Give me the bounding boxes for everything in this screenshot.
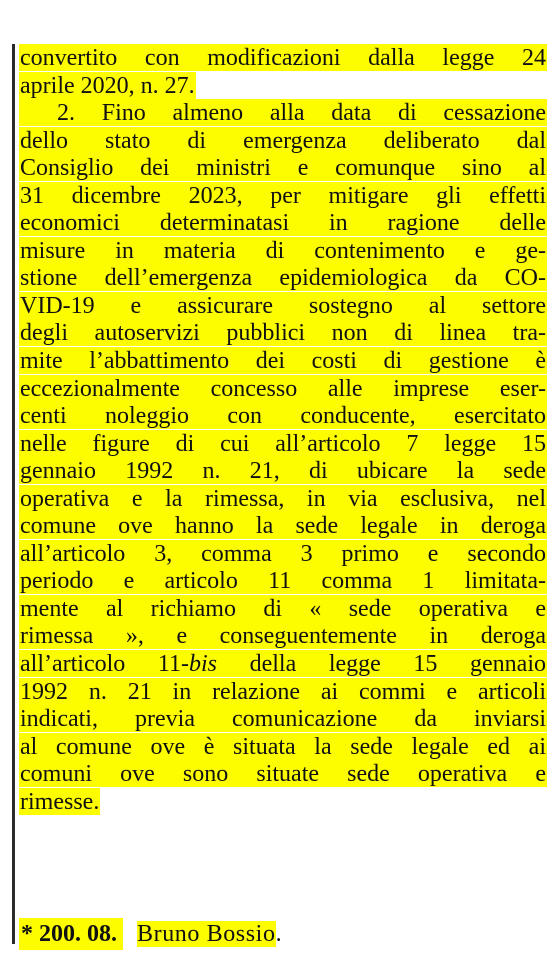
text-line — [19, 209, 549, 237]
highlighted-text — [19, 650, 547, 677]
highlighted-text: comune ove hanno la sede legale in deroga — [20, 513, 546, 540]
highlighted-text: convertito con modificazioni dalla legge 24 — [20, 45, 546, 71]
amendment-footer — [19, 918, 282, 950]
margin-rule — [12, 44, 15, 944]
highlighted-text: 31 dicembre 2023, per mitigare gli effetti — [20, 182, 546, 209]
highlighted-text: Consiglio dei ministri e comunque sino al — [20, 155, 546, 182]
highlighted-text: gennaio 1992 n. 21, di ubicare la sede — [20, 458, 546, 485]
highlighted-text: operativa e la rimessa, in via esclusiva, nel — [20, 485, 546, 512]
highlighted-text: eccezionalmente concesso alle imprese eser- — [20, 375, 546, 402]
highlighted-text: all’articolo 3, comma 3 primo e secondo — [20, 540, 546, 567]
highlighted-text: indicati, previa comunicazione da inviarsi — [20, 706, 546, 733]
text-line — [19, 44, 549, 72]
text-line — [19, 72, 549, 100]
text-line — [19, 595, 549, 623]
text-line — [19, 127, 549, 155]
italic-text: bis — [188, 651, 217, 678]
highlighted-text: aprile 2020, n. 27. — [20, 72, 195, 99]
text-line — [19, 264, 549, 292]
text-line — [19, 678, 549, 706]
text-line — [19, 760, 549, 788]
text-line — [19, 733, 549, 761]
highlighted-text: comuni ove sono situate sede operativa e — [20, 761, 546, 788]
highlighted-text: economici determinatasi in ragione delle — [20, 210, 546, 237]
highlighted-text: stione dell’emergenza epidemiologica da CO- — [20, 265, 546, 292]
author-trailing-period: . — [275, 921, 283, 947]
highlighted-text: misure in materia di contenimento e ge- — [20, 237, 546, 264]
highlighted-text: 1992 n. 21 in relazione ai commi e articoli — [20, 678, 546, 705]
text-line — [19, 485, 549, 513]
text-line — [19, 567, 549, 595]
text-line — [19, 182, 549, 210]
highlighted-text: 2. Fino almeno alla data di cessazione — [19, 99, 547, 126]
text-line — [19, 650, 549, 678]
highlighted-text: mente al richiamo di « sede operativa e — [20, 595, 546, 622]
text-segment: all’articolo 11- — [20, 651, 189, 678]
text-line — [19, 319, 549, 347]
text-line — [19, 154, 549, 182]
text-body — [19, 44, 549, 815]
highlighted-text: centi noleggio con conducente, esercitato — [20, 403, 546, 430]
author-name: Bruno Bossio — [137, 921, 276, 947]
highlighted-text: periodo e articolo 11 comma 1 limitata- — [20, 568, 546, 595]
highlighted-text: rimessa », e conseguentemente in deroga — [20, 623, 546, 650]
highlighted-text: rimesse. — [20, 788, 100, 815]
text-line — [19, 705, 549, 733]
highlighted-text: degli autoservizi pubblici non di linea tra- — [20, 320, 546, 347]
text-line — [19, 457, 549, 485]
text-line — [19, 292, 549, 320]
highlighted-text: al comune ove è situata la sede legale ed ai — [20, 733, 546, 760]
text-line — [19, 347, 549, 375]
text-line — [19, 622, 549, 650]
text-line — [19, 788, 549, 816]
text-line — [19, 375, 549, 403]
text-line — [19, 540, 549, 568]
amendment-reference: * 200. 08. — [19, 918, 123, 950]
text-line — [19, 237, 549, 265]
text-line — [19, 430, 549, 458]
text-line — [19, 512, 549, 540]
text-line — [19, 402, 549, 430]
highlighted-text: dello stato di emergenza deliberato dal — [20, 127, 546, 154]
amendment-author — [137, 921, 282, 947]
highlighted-text: mite l’abbattimento dei costi di gestione è — [20, 348, 546, 375]
highlighted-text: nelle figure di cui all’articolo 7 legge 15 — [20, 430, 546, 457]
highlighted-text: VID-19 e assicurare sostegno al settore — [20, 292, 546, 319]
text-segment: della legge 15 gennaio — [217, 651, 546, 678]
text-line — [19, 99, 549, 127]
